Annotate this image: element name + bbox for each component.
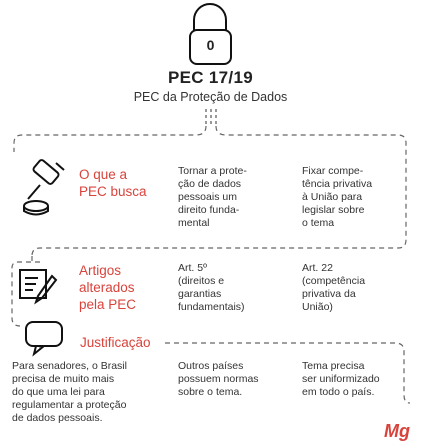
publisher-logo: Mg bbox=[384, 421, 410, 441]
justification-item-2: Outros países possuem normas sobre o tema. bbox=[178, 360, 259, 398]
section-label-justification: Justificação bbox=[80, 335, 151, 350]
justification-item-1: Para senadores, o Brasil precisa de muito mais do que uma lei para regulamentar a proteção de dados pessoais. bbox=[12, 360, 127, 424]
document-pen-icon bbox=[20, 270, 56, 302]
goal-item-2: Fixar compe- tência privativa à União para legislar sobre o tema bbox=[302, 165, 373, 229]
speech-bubble-icon bbox=[26, 322, 62, 354]
goal-item-1: Tornar a prote- ção de dados pessoais um direito funda- mental bbox=[178, 165, 247, 229]
section-label-goal: O que a PEC busca bbox=[79, 167, 147, 199]
page-title: PEC 17/19 bbox=[168, 68, 253, 87]
justification-item-3: Tema precisa ser uniformizado em todo o país. bbox=[302, 360, 380, 398]
article-item-1: Art. 5º (direitos e garantias fundamentais) bbox=[178, 262, 245, 313]
article-item-2: Art. 22 (competência privativa da União) bbox=[302, 262, 366, 313]
page-subtitle: PEC da Proteção de Dados bbox=[133, 90, 288, 104]
padlock-icon bbox=[190, 4, 231, 64]
section-label-articles: Artigos alterados pela PEC bbox=[79, 263, 137, 312]
lock-number: 0 bbox=[206, 37, 215, 53]
gavel-icon bbox=[24, 159, 64, 215]
